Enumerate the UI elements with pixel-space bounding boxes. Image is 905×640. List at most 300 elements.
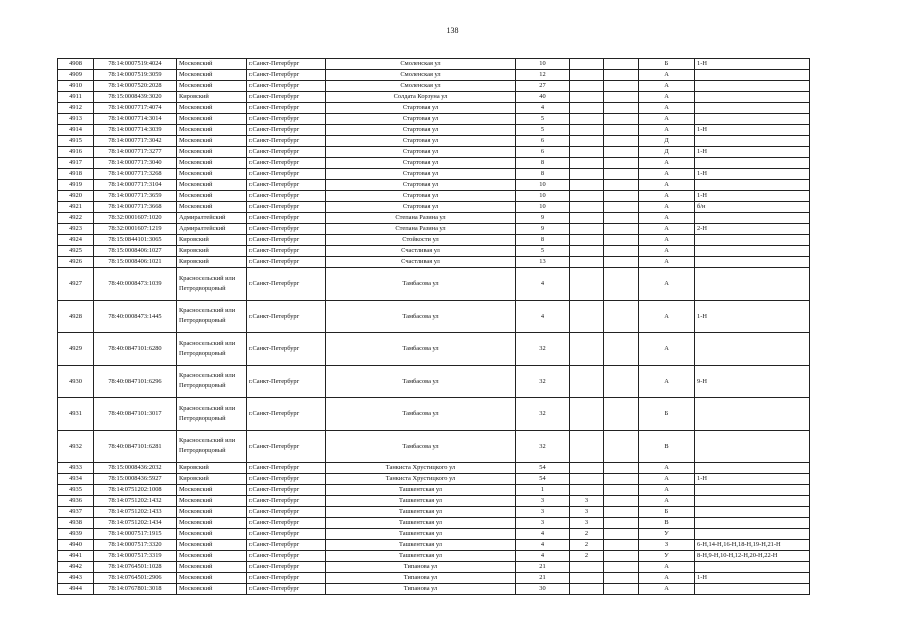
- building-cell: 3: [570, 496, 604, 507]
- city-cell: г.Санкт-Петербург: [247, 540, 326, 551]
- letter-cell: Д: [639, 136, 695, 147]
- building-cell: [570, 180, 604, 191]
- building-cell: [570, 430, 604, 463]
- house-number-cell: 21: [516, 562, 570, 573]
- extra-cell: [604, 333, 639, 366]
- row-number-cell: 4912: [58, 103, 94, 114]
- table-row: [58, 496, 810, 507]
- cadastral-number-cell: 78:15:0008439:3020: [94, 92, 177, 103]
- building-cell: [570, 136, 604, 147]
- extra-cell: [604, 257, 639, 268]
- cadastral-number-cell: 78:40:0847101:6296: [94, 365, 177, 398]
- extra-cell: [604, 562, 639, 573]
- letter-cell: У: [639, 551, 695, 562]
- house-number-cell: 32: [516, 430, 570, 463]
- extra-cell: [604, 518, 639, 529]
- cadastral-number-cell: 78:14:0764501:2906: [94, 573, 177, 584]
- row-number-cell: 4910: [58, 81, 94, 92]
- district-cell: Московский: [177, 136, 247, 147]
- letter-cell: А: [639, 235, 695, 246]
- building-cell: [570, 474, 604, 485]
- house-number-cell: 8: [516, 158, 570, 169]
- row-number-cell: 4929: [58, 333, 94, 366]
- street-cell: Смоленская ул: [326, 59, 516, 70]
- cadastral-number-cell: 78:32:0001607:1219: [94, 224, 177, 235]
- extra-cell: [604, 540, 639, 551]
- city-cell: г.Санкт-Петербург: [247, 529, 326, 540]
- house-number-cell: 54: [516, 463, 570, 474]
- city-cell: г.Санкт-Петербург: [247, 136, 326, 147]
- cadastral-number-cell: 78:14:0751202:1008: [94, 485, 177, 496]
- street-cell: Степана Разина ул: [326, 224, 516, 235]
- building-cell: [570, 70, 604, 81]
- house-number-cell: 5: [516, 114, 570, 125]
- premises-cell: [695, 70, 810, 81]
- row-number-cell: 4928: [58, 300, 94, 333]
- house-number-cell: 3: [516, 518, 570, 529]
- table-row: [58, 463, 810, 474]
- city-cell: г.Санкт-Петербург: [247, 224, 326, 235]
- district-cell: Московский: [177, 180, 247, 191]
- page-number: 138: [446, 26, 459, 35]
- extra-cell: [604, 529, 639, 540]
- cadastral-number-cell: 78:40:0008473:1445: [94, 300, 177, 333]
- building-cell: [570, 584, 604, 595]
- letter-cell: А: [639, 584, 695, 595]
- letter-cell: А: [639, 268, 695, 301]
- city-cell: г.Санкт-Петербург: [247, 257, 326, 268]
- row-number-cell: 4921: [58, 202, 94, 213]
- street-cell: Типанова ул: [326, 573, 516, 584]
- row-number-cell: 4915: [58, 136, 94, 147]
- premises-cell: [695, 81, 810, 92]
- row-number-cell: 4927: [58, 268, 94, 301]
- house-number-cell: 10: [516, 180, 570, 191]
- district-cell: Московский: [177, 529, 247, 540]
- row-number-cell: 4933: [58, 463, 94, 474]
- city-cell: г.Санкт-Петербург: [247, 507, 326, 518]
- building-cell: [570, 257, 604, 268]
- extra-cell: [604, 125, 639, 136]
- premises-cell: [695, 430, 810, 463]
- premises-cell: [695, 518, 810, 529]
- premises-cell: [695, 268, 810, 301]
- house-number-cell: 12: [516, 70, 570, 81]
- extra-cell: [604, 463, 639, 474]
- extra-cell: [604, 158, 639, 169]
- table-row: [58, 180, 810, 191]
- building-cell: [570, 463, 604, 474]
- building-cell: [570, 235, 604, 246]
- house-number-cell: 4: [516, 300, 570, 333]
- row-number-cell: 4935: [58, 485, 94, 496]
- building-cell: [570, 147, 604, 158]
- city-cell: г.Санкт-Петербург: [247, 70, 326, 81]
- cadastral-number-cell: 78:14:0007717:3659: [94, 191, 177, 202]
- street-cell: Тамбасова ул: [326, 365, 516, 398]
- premises-cell: 1-Н: [695, 474, 810, 485]
- row-number-cell: 4941: [58, 551, 94, 562]
- district-cell: Московский: [177, 202, 247, 213]
- premises-cell: [695, 213, 810, 224]
- extra-cell: [604, 224, 639, 235]
- district-cell: Московский: [177, 507, 247, 518]
- premises-cell: 1-Н: [695, 300, 810, 333]
- table-row: [58, 70, 810, 81]
- letter-cell: А: [639, 169, 695, 180]
- street-cell: Ташкентская ул: [326, 529, 516, 540]
- table-row: [58, 235, 810, 246]
- row-number-cell: 4943: [58, 573, 94, 584]
- street-cell: Тамбасова ул: [326, 333, 516, 366]
- cadastral-number-cell: 78:14:0007517:1915: [94, 529, 177, 540]
- city-cell: г.Санкт-Петербург: [247, 365, 326, 398]
- street-cell: Стартовая ул: [326, 180, 516, 191]
- house-number-cell: 4: [516, 103, 570, 114]
- street-cell: Стартовая ул: [326, 147, 516, 158]
- cadastral-number-cell: 78:14:0751202:1432: [94, 496, 177, 507]
- building-cell: 2: [570, 551, 604, 562]
- district-cell: Московский: [177, 584, 247, 595]
- building-cell: [570, 169, 604, 180]
- letter-cell: А: [639, 573, 695, 584]
- district-cell: Кировский: [177, 235, 247, 246]
- street-cell: Тамбасова ул: [326, 268, 516, 301]
- building-cell: [570, 224, 604, 235]
- row-number-cell: 4936: [58, 496, 94, 507]
- table-row: [58, 398, 810, 431]
- cadastral-number-cell: 78:14:0764501:1028: [94, 562, 177, 573]
- table-row: [58, 518, 810, 529]
- cadastral-number-cell: 78:14:0007717:3668: [94, 202, 177, 213]
- building-cell: [570, 562, 604, 573]
- table-row: [58, 333, 810, 366]
- building-cell: [570, 202, 604, 213]
- row-number-cell: 4918: [58, 169, 94, 180]
- district-cell: Московский: [177, 147, 247, 158]
- extra-cell: [604, 180, 639, 191]
- district-cell: Московский: [177, 103, 247, 114]
- premises-cell: 1-Н: [695, 147, 810, 158]
- cadastral-number-cell: 78:14:0007517:3319: [94, 551, 177, 562]
- table-row: [58, 474, 810, 485]
- table-row: [58, 246, 810, 257]
- extra-cell: [604, 573, 639, 584]
- row-number-cell: 4940: [58, 540, 94, 551]
- extra-cell: [604, 213, 639, 224]
- city-cell: г.Санкт-Петербург: [247, 551, 326, 562]
- street-cell: Стартовая ул: [326, 125, 516, 136]
- district-cell: Красносельский или Петродворцовый: [177, 333, 247, 366]
- street-cell: Ташкентская ул: [326, 485, 516, 496]
- building-cell: [570, 114, 604, 125]
- premises-cell: [695, 333, 810, 366]
- cadastral-number-cell: 78:14:0007519:4024: [94, 59, 177, 70]
- extra-cell: [604, 81, 639, 92]
- letter-cell: А: [639, 246, 695, 257]
- street-cell: Солдата Корзуна ул: [326, 92, 516, 103]
- extra-cell: [604, 59, 639, 70]
- city-cell: г.Санкт-Петербург: [247, 202, 326, 213]
- building-cell: [570, 81, 604, 92]
- letter-cell: А: [639, 191, 695, 202]
- house-number-cell: 32: [516, 398, 570, 431]
- house-number-cell: 10: [516, 191, 570, 202]
- district-cell: Московский: [177, 540, 247, 551]
- district-cell: Московский: [177, 496, 247, 507]
- letter-cell: А: [639, 365, 695, 398]
- cadastral-number-cell: 78:14:0007717:3277: [94, 147, 177, 158]
- row-number-cell: 4909: [58, 70, 94, 81]
- letter-cell: А: [639, 180, 695, 191]
- extra-cell: [604, 551, 639, 562]
- building-cell: 3: [570, 518, 604, 529]
- street-cell: Счастливая ул: [326, 246, 516, 257]
- house-number-cell: 32: [516, 333, 570, 366]
- district-cell: Кировский: [177, 474, 247, 485]
- letter-cell: В: [639, 518, 695, 529]
- house-number-cell: 5: [516, 246, 570, 257]
- extra-cell: [604, 70, 639, 81]
- house-number-cell: 4: [516, 529, 570, 540]
- district-cell: Кировский: [177, 246, 247, 257]
- extra-cell: [604, 92, 639, 103]
- letter-cell: А: [639, 81, 695, 92]
- extra-cell: [604, 235, 639, 246]
- premises-cell: [695, 235, 810, 246]
- premises-cell: [695, 562, 810, 573]
- house-number-cell: 10: [516, 59, 570, 70]
- street-cell: Ташкентская ул: [326, 551, 516, 562]
- house-number-cell: 4: [516, 268, 570, 301]
- district-cell: Красносельский или Петродворцовый: [177, 365, 247, 398]
- row-number-cell: 4920: [58, 191, 94, 202]
- row-number-cell: 4944: [58, 584, 94, 595]
- extra-cell: [604, 474, 639, 485]
- table-row: [58, 573, 810, 584]
- premises-cell: [695, 114, 810, 125]
- cadastral-number-cell: 78:40:0847101:6281: [94, 430, 177, 463]
- extra-cell: [604, 202, 639, 213]
- cadastral-number-cell: 78:14:0007717:4074: [94, 103, 177, 114]
- house-number-cell: 13: [516, 257, 570, 268]
- extra-cell: [604, 268, 639, 301]
- table-row: [58, 158, 810, 169]
- building-cell: [570, 213, 604, 224]
- building-cell: 3: [570, 507, 604, 518]
- street-cell: Стартовая ул: [326, 136, 516, 147]
- premises-cell: 9-Н: [695, 365, 810, 398]
- premises-cell: [695, 136, 810, 147]
- building-cell: [570, 59, 604, 70]
- table-row: [58, 191, 810, 202]
- city-cell: г.Санкт-Петербург: [247, 114, 326, 125]
- street-cell: Ташкентская ул: [326, 496, 516, 507]
- street-cell: Стартовая ул: [326, 114, 516, 125]
- premises-cell: 1-Н: [695, 191, 810, 202]
- street-cell: Ташкентская ул: [326, 507, 516, 518]
- cadastral-number-cell: 78:14:0007517:3320: [94, 540, 177, 551]
- building-cell: [570, 333, 604, 366]
- row-number-cell: 4908: [58, 59, 94, 70]
- house-number-cell: 4: [516, 540, 570, 551]
- extra-cell: [604, 398, 639, 431]
- table-row: [58, 169, 810, 180]
- letter-cell: А: [639, 496, 695, 507]
- building-cell: [570, 300, 604, 333]
- district-cell: Московский: [177, 125, 247, 136]
- building-cell: [570, 125, 604, 136]
- street-cell: Смоленская ул: [326, 70, 516, 81]
- extra-cell: [604, 584, 639, 595]
- district-cell: Адмиралтейский: [177, 224, 247, 235]
- letter-cell: А: [639, 485, 695, 496]
- city-cell: г.Санкт-Петербург: [247, 103, 326, 114]
- premises-cell: [695, 257, 810, 268]
- city-cell: г.Санкт-Петербург: [247, 333, 326, 366]
- premises-cell: [695, 246, 810, 257]
- city-cell: г.Санкт-Петербург: [247, 125, 326, 136]
- extra-cell: [604, 246, 639, 257]
- cadastral-number-cell: 78:40:0847101:3017: [94, 398, 177, 431]
- city-cell: г.Санкт-Петербург: [247, 147, 326, 158]
- table-row: [58, 300, 810, 333]
- letter-cell: А: [639, 224, 695, 235]
- district-cell: Адмиралтейский: [177, 213, 247, 224]
- cadastral-number-cell: 78:15:0008406:1021: [94, 257, 177, 268]
- letter-cell: Б: [639, 398, 695, 431]
- building-cell: [570, 103, 604, 114]
- premises-cell: [695, 103, 810, 114]
- row-number-cell: 4914: [58, 125, 94, 136]
- building-cell: [570, 246, 604, 257]
- street-cell: Стартовая ул: [326, 103, 516, 114]
- city-cell: г.Санкт-Петербург: [247, 235, 326, 246]
- district-cell: Красносельский или Петродворцовый: [177, 398, 247, 431]
- premises-cell: 1-Н: [695, 169, 810, 180]
- street-cell: Ташкентская ул: [326, 518, 516, 529]
- district-cell: Московский: [177, 59, 247, 70]
- table-row: [58, 224, 810, 235]
- district-cell: Красносельский или Петродворцовый: [177, 300, 247, 333]
- cadastral-number-cell: 78:14:0007714:3014: [94, 114, 177, 125]
- cadastral-number-cell: 78:14:0007717:3268: [94, 169, 177, 180]
- extra-cell: [604, 114, 639, 125]
- row-number-cell: 4911: [58, 92, 94, 103]
- table-row: [58, 81, 810, 92]
- cadastral-number-cell: 78:14:0007717:3042: [94, 136, 177, 147]
- street-cell: Стартовая ул: [326, 169, 516, 180]
- street-cell: Стартовая ул: [326, 202, 516, 213]
- city-cell: г.Санкт-Петербург: [247, 81, 326, 92]
- district-cell: Московский: [177, 70, 247, 81]
- cadastral-number-cell: 78:14:0007714:3039: [94, 125, 177, 136]
- street-cell: Типанова ул: [326, 584, 516, 595]
- row-number-cell: 4937: [58, 507, 94, 518]
- premises-cell: [695, 584, 810, 595]
- city-cell: г.Санкт-Петербург: [247, 169, 326, 180]
- premises-cell: [695, 463, 810, 474]
- house-number-cell: 6: [516, 147, 570, 158]
- table-row: [58, 147, 810, 158]
- cadastral-number-cell: 78:15:0008436:2032: [94, 463, 177, 474]
- premises-cell: 1-Н: [695, 573, 810, 584]
- letter-cell: А: [639, 474, 695, 485]
- letter-cell: В: [639, 430, 695, 463]
- district-cell: Московский: [177, 81, 247, 92]
- extra-cell: [604, 485, 639, 496]
- district-cell: Красносельский или Петродворцовый: [177, 430, 247, 463]
- street-cell: Типанова ул: [326, 562, 516, 573]
- premises-cell: [695, 180, 810, 191]
- row-number-cell: 4922: [58, 213, 94, 224]
- row-number-cell: 4938: [58, 518, 94, 529]
- building-cell: [570, 191, 604, 202]
- row-number-cell: 4913: [58, 114, 94, 125]
- cadastral-number-cell: 78:14:0767801:3018: [94, 584, 177, 595]
- premises-cell: [695, 485, 810, 496]
- table-row: [58, 202, 810, 213]
- letter-cell: Д: [639, 147, 695, 158]
- letter-cell: У: [639, 529, 695, 540]
- house-number-cell: 3: [516, 496, 570, 507]
- premises-cell: 1-Н: [695, 59, 810, 70]
- letter-cell: А: [639, 103, 695, 114]
- row-number-cell: 4939: [58, 529, 94, 540]
- district-cell: Московский: [177, 518, 247, 529]
- row-number-cell: 4917: [58, 158, 94, 169]
- city-cell: г.Санкт-Петербург: [247, 584, 326, 595]
- table-row: [58, 125, 810, 136]
- row-number-cell: 4934: [58, 474, 94, 485]
- row-number-cell: 4916: [58, 147, 94, 158]
- letter-cell: А: [639, 333, 695, 366]
- district-cell: Кировский: [177, 92, 247, 103]
- city-cell: г.Санкт-Петербург: [247, 59, 326, 70]
- street-cell: Смоленская ул: [326, 81, 516, 92]
- table-row: [58, 507, 810, 518]
- street-cell: Ташкентская ул: [326, 540, 516, 551]
- premises-cell: [695, 529, 810, 540]
- table-row: [58, 584, 810, 595]
- house-number-cell: 9: [516, 213, 570, 224]
- cadastral-number-cell: 78:14:0007519:3059: [94, 70, 177, 81]
- city-cell: г.Санкт-Петербург: [247, 463, 326, 474]
- row-number-cell: 4926: [58, 257, 94, 268]
- cadastral-number-cell: 78:14:0007717:3104: [94, 180, 177, 191]
- city-cell: г.Санкт-Петербург: [247, 92, 326, 103]
- letter-cell: А: [639, 125, 695, 136]
- premises-cell: б/н: [695, 202, 810, 213]
- street-cell: Стойкости ул: [326, 235, 516, 246]
- district-cell: Московский: [177, 114, 247, 125]
- letter-cell: А: [639, 257, 695, 268]
- table-row: [58, 213, 810, 224]
- city-cell: г.Санкт-Петербург: [247, 213, 326, 224]
- city-cell: г.Санкт-Петербург: [247, 180, 326, 191]
- extra-cell: [604, 300, 639, 333]
- table-row: [58, 103, 810, 114]
- street-cell: Счастливая ул: [326, 257, 516, 268]
- table-row: [58, 365, 810, 398]
- district-cell: Московский: [177, 551, 247, 562]
- house-number-cell: 21: [516, 573, 570, 584]
- extra-cell: [604, 136, 639, 147]
- city-cell: г.Санкт-Петербург: [247, 496, 326, 507]
- table-row: [58, 529, 810, 540]
- city-cell: г.Санкт-Петербург: [247, 518, 326, 529]
- building-cell: [570, 573, 604, 584]
